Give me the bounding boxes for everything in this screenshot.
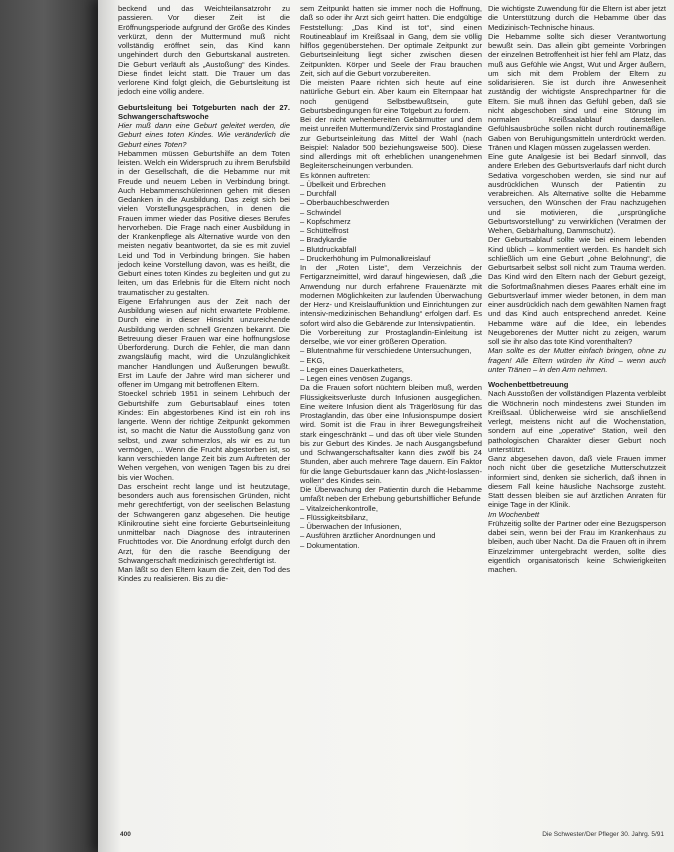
paragraph: Bei der nicht wehenbereiten Gebärmutter und dem meist unreifen Muttermund/Zervix sind Prostaglandine zur Geburtseinleitung das Mittel der Wahl (nach Beispiel: Nalador 500 beziehungsweise 500). Diese sind allerdings mit oft erheblichen unangenehmen Begleiterscheinungen verbunden. bbox=[300, 115, 482, 171]
list-item: – Blutdruckabfall bbox=[300, 244, 357, 254]
paragraph: Man läßt so den Eltern kaum die Zeit, den Tod des Kindes zu realisieren. Bis zu die- bbox=[118, 565, 290, 584]
paragraph: beckend und das Weichteilansatzrohr zu passieren. Vor dieser Zeit ist die Eröffnungsperiode aufgrund der Größe des Kindes verkürzt, denn der Muttermund muß nicht vollständig eröffnet sein, das Kind kann ungehindert durch den Geburtskanal austreten. Die Geburt verläuft als „Austoßung“ des Kindes. Diese findet leicht statt. Die Trauer um das verlorene Kind folgt gleich, die Geburtsleitung ist jedoch eine völlig andere. bbox=[118, 4, 290, 97]
paragraph: Ganz abgesehen davon, daß viele Frauen immer noch nicht über die gesetzliche Mutterschutzzeit informiert sind, denken sie sicherlich, daß ihnen in diesem Fall keine häusliche Nachsorge zusteht. Statt dessen bleiben sie auf ärztlichen Anraten für einige Tage in der Klinik. bbox=[488, 454, 666, 510]
italic-paragraph: Hier muß dann eine Geburt geleitet werden, die Geburt eines toten Kindes. Wie veränderlich die Geburt eines Toten? bbox=[118, 121, 290, 149]
section-heading: Geburtsleitung bei Totgeburten nach der 27. Schwangerschaftswoche bbox=[118, 102, 290, 121]
paragraph: Eine gute Analgesie ist bei Bedarf sinnvoll, das andere Erleben des Geburtsverlaufs darf nicht durch Sedativa vorgeschoben werden, sie sind nur auf ausdrücklichen Wunsch der Patientin zu verabreichen. Als Alternative sollte die Hebamme versuchen, den Wünschen der Frau nachzugehen und sie motivieren, die „ursprüngliche Geburtsvorstellung“ zu verwirklichen (Veratmen der Wehen, Gebärhaltung, Dammschutz). bbox=[488, 152, 666, 235]
paragraph: Frühzeitig sollte der Partner oder eine Bezugsperson dabei sein, wenn bei der Frau im Krankenhaus zu bleiben, auch über Nacht. Da die Frauen oft in ihrem Einzelzimmer untergebracht werden, sollte dies eigentlich organisatorisch keine Schwierigkeiten machen. bbox=[488, 518, 666, 574]
list-item: – Kopfschmerz bbox=[300, 216, 351, 226]
book-spine bbox=[0, 0, 110, 852]
list-item: – EKG, bbox=[300, 355, 325, 365]
bullet-list bbox=[300, 346, 482, 383]
list-item: – Vitalzeichenkontrolle, bbox=[300, 503, 378, 513]
list-item: – Ausführen ärztlicher Anordnungen und bbox=[300, 531, 436, 541]
document-page bbox=[98, 0, 674, 852]
text-column-2 bbox=[300, 4, 482, 550]
page-number: 400 bbox=[120, 831, 131, 838]
journal-reference: Die Schwester/Der Pfleger 30. Jahrg. 5/91 bbox=[542, 831, 664, 838]
section-heading: Wochenbettbetreuung bbox=[488, 380, 569, 389]
list-item: – Flüssigkeitsbilanz, bbox=[300, 512, 368, 522]
paragraph: Die Vorbereitung zur Prostaglandin-Einleitung ist derselbe, wie vor einer größeren Operation. bbox=[300, 327, 482, 346]
list-item: – Oberbauchbeschwerden bbox=[300, 198, 390, 208]
paragraph: In der „Roten Liste“, dem Verzeichnis der Fertigarzneimittel, wird darauf hingewiesen, daß „die Anwendung nur durch erfahrene Frauenärzte mit modernen Möglichkeiten zur laufenden Überwachung der Herz- und Kreislauffunktion und Einrichtungen zur intensiv-medizinischen Behandlung“ erfolgen darf. Es sofort wird also die Gebärende zur Intensivpatientin. bbox=[300, 263, 482, 328]
paragraph: Die Überwachung der Patientin durch die Hebamme umfaßt neben der Erhebung geburtshilflicher Befunde bbox=[300, 485, 482, 504]
paragraph: Nach Ausstoßen der vollständigen Plazenta verbleibt die Wöchnerin noch mindestens zwei Stunden im Kreißsaal. Üblicherweise wird sie anschließend verlegt, meistens nicht auf die Wochenstation, sondern auf eine „operative“ Station, weil den pathologischen Charakter dieser Geburt noch unterstützt. bbox=[488, 389, 666, 454]
list-item: – Bradykardie bbox=[300, 235, 347, 245]
list-item: – Legen eines Dauerkatheters, bbox=[300, 364, 404, 374]
paragraph: Es können auftreten: bbox=[300, 170, 371, 180]
paragraph: Da die Frauen sofort nüchtern bleiben muß, werden Flüssigkeitsverluste durch Infusionen ausgeglichen. Eine weitere Infusion dient als Trägerlösung für das Prostaglandin, das über eine Infusionspumpe dosiert wird. Somit ist die Frau in ihrer Bewegungsfreiheit stark eingeschränkt – und das oft über viele Stunden bis zur Geburt des Kindes. Je nach Ausgangsbefund und Schwangerschaftsalter kann dies zwölf bis 24 Stunden, aber auch mehrere Tage dauern. Ein Faktor für die lange Geburtsdauer kann das „Nicht-loslassen-wollen“ des Kindes sein. bbox=[300, 383, 482, 485]
list-item: – Druckerhöhung im Pulmonalkreislauf bbox=[300, 253, 431, 263]
paragraph: Eigene Erfahrungen aus der Zeit nach der Ausbildung wiesen auf nicht erwartete Probleme. Durch eine in dieser Hinsicht unzureichende Ausbildung werden schnell Grenzen bekannt. Die Betreuung dieser Frauen war eine hoffnungslose Überforderung. Durch die Fehler, die man dann zwangsläufig macht, wird die Unzulänglichkeit mancher Handlungen und Äußerungen bewußt. Erst im Laufe der Jahre wird man sicherer und offener im Umgang mit betroffenen Eltern. bbox=[118, 296, 290, 389]
bullet-list bbox=[300, 504, 482, 550]
italic-paragraph: Im Wochenbett bbox=[488, 509, 540, 519]
paragraph: Die Hebamme sollte sich dieser Verantwortung bewußt sein. Das allein gibt gemeinte Vorbringen der einzelnen Betroffenheit ist hier fehl am Platz, das muß aus Gefühle wie Angst, Wut und Ärger äußern, um sich mit dem Problem der Eltern zu solidarisieren. Sie ist durch ihre Anwesenheit zuständig der wichtigste Ansprechpartner für die Eltern. Sie muß ihnen das Gefühl geben, daß sie nicht abgeschoben sind und eine Störung im normalen Kreißsaalablauf darstellen. Gefühlsausbrüche sollen nicht durch routinemäßige Gaben von Beruhigungsmitteln unterdrückt werden. Tränen und Klagen müssen zugelassen werden. bbox=[488, 31, 666, 152]
list-item: – Überwachen der Infusionen, bbox=[300, 522, 402, 531]
paragraph: Der Geburtsablauf sollte wie bei einem lebenden Kind üblich – kommentiert werden. Es handelt sich schließlich um eine Geburt „ohne Belohnung“, die Geburtsarbeit selbst soll nicht zum Trauma werden. Das Kind wird den Eltern nach der Geburt gezeigt, die Sofortmaßnahmen dieses Paares erhält eine im Geburtsverlauf immer wieder betonen, in dem man einer ausdrücklich nach dem gewählten Namen fragt und das Kind auch entsprechend anredet. Keine Hebamme wäre auf die Idee, ein lebendes Neugeborenes der Mutter nicht zu zeigen, warum soll sie ihr also das tote Kind vorenthalten? bbox=[488, 235, 666, 346]
list-item: – Legen eines venösen Zugangs. bbox=[300, 374, 413, 383]
list-item: – Schüttelfrost bbox=[300, 226, 349, 235]
list-item: – Schwindel bbox=[300, 207, 341, 217]
text-column-3 bbox=[488, 4, 666, 574]
list-item: – Dokumentation. bbox=[300, 540, 360, 550]
paragraph: Das erscheint recht lange und ist heutzutage, besonders auch aus forensischen Gründen, nicht mehr gerechtfertigt, von der seelischen Belastung der Schwangeren ganz abgesehen. Die heutige Klinikroutine sieht eine forcierte Geburtseinleitung unmittelbar nach Diagnose des intrauterinen Fruchttodes vor. Die Anordnung erfolgt durch den Arzt, für den die rasche Beendigung der Schwangerschaft medizinisch gerechtfertigt ist. bbox=[118, 481, 290, 565]
bullet-list bbox=[300, 180, 482, 263]
list-item: – Blutentnahme für verschiedene Untersuchungen, bbox=[300, 346, 472, 356]
paragraph: Die wichtigste Zuwendung für die Eltern ist aber jetzt die Unterstützung durch die Hebamme über das Medizinisch-Technische hinaus. bbox=[488, 4, 666, 32]
paragraph: sem Zeitpunkt hatten sie immer noch die Hoffnung, daß so oder ihr Arzt sich geirrt hatten. Die endgültige Feststellung: „Das Kind ist tot“, sind einen Routineablauf im Kreißsaal in Gang, dem sie völlig hilflos gegenüberstehen. Der optimale Zeitpunkt zur Geburtseinleitung liegt sicher zwischen diesen Zeitpunkten. Körper und Seele der Frau brauchen Zeit, sich auf die Geburt vorzubereiten. bbox=[300, 4, 482, 78]
paragraph: Hebammen müssen Geburtshilfe an dem Toten leisten. Welch ein Widerspruch zu ihrem Berufsbild in der Gesellschaft, die die Hebamme nur mit Freude und neuem Leben in Verbindung bringt. Auch Hebammenschülerinnen gehen mit diesen Gedanken in die Ausbildung. Das zeigt sich bei vielen Vorstellungsgesprächen, in denen die Frauen immer wieder das Positive dieses Berufes hervorheben. Die Frage nach einer Ausbildung in der Krankenpflege als Alternative wurde von den meisten negativ beantwortet, da sie es mit zuviel Leid und Tod in Verbindung bringen. Sie haben jedoch keine Vorstellung davon, was es heißt, die Geburt eines toten Kindes zu begleiten und gut zu leiten, um das Erlebnis für die Eltern nicht noch traumatischer zu gestalten. bbox=[118, 148, 290, 297]
italic-paragraph: Man sollte es der Mutter einfach bringen, ohne zu fragen! Alle Eltern würden ihr Kind – wenn auch unter Tränen – in den Arm nehmen. bbox=[488, 346, 666, 374]
text-column-1 bbox=[118, 4, 290, 584]
paragraph: Stoeckel schrieb 1951 in seinem Lehrbuch der Geburtshilfe zum Geburtsablauf eines toten Kindes: Ein abgestorbenes Kind ist ein roh ins langerte. Wenn der richtige Zeitpunkt gekommen ist, so macht die Natur die Ausstoßung ganz von selbst, und zwar schmerzlos, als wir es zu tun vermögen, ... Wenn die Frucht abgestorben ist, so kann verschieden lange Zeit bis zum Auftreten der Wehen vergehen, von wenigen Tagen bis zu drei bis vier Wochen. bbox=[118, 389, 290, 482]
paragraph: Die meisten Paare richten sich heute auf eine natürliche Geburt ein. Aber kaum ein Elternpaar hat noch genügend Selbstbewußtsein, gute Geburtsbedingungen für eine Totgeburt zu fordern. bbox=[300, 78, 482, 115]
list-item: – Durchfall bbox=[300, 189, 337, 198]
list-item: – Übelkeit und Erbrechen bbox=[300, 179, 386, 189]
